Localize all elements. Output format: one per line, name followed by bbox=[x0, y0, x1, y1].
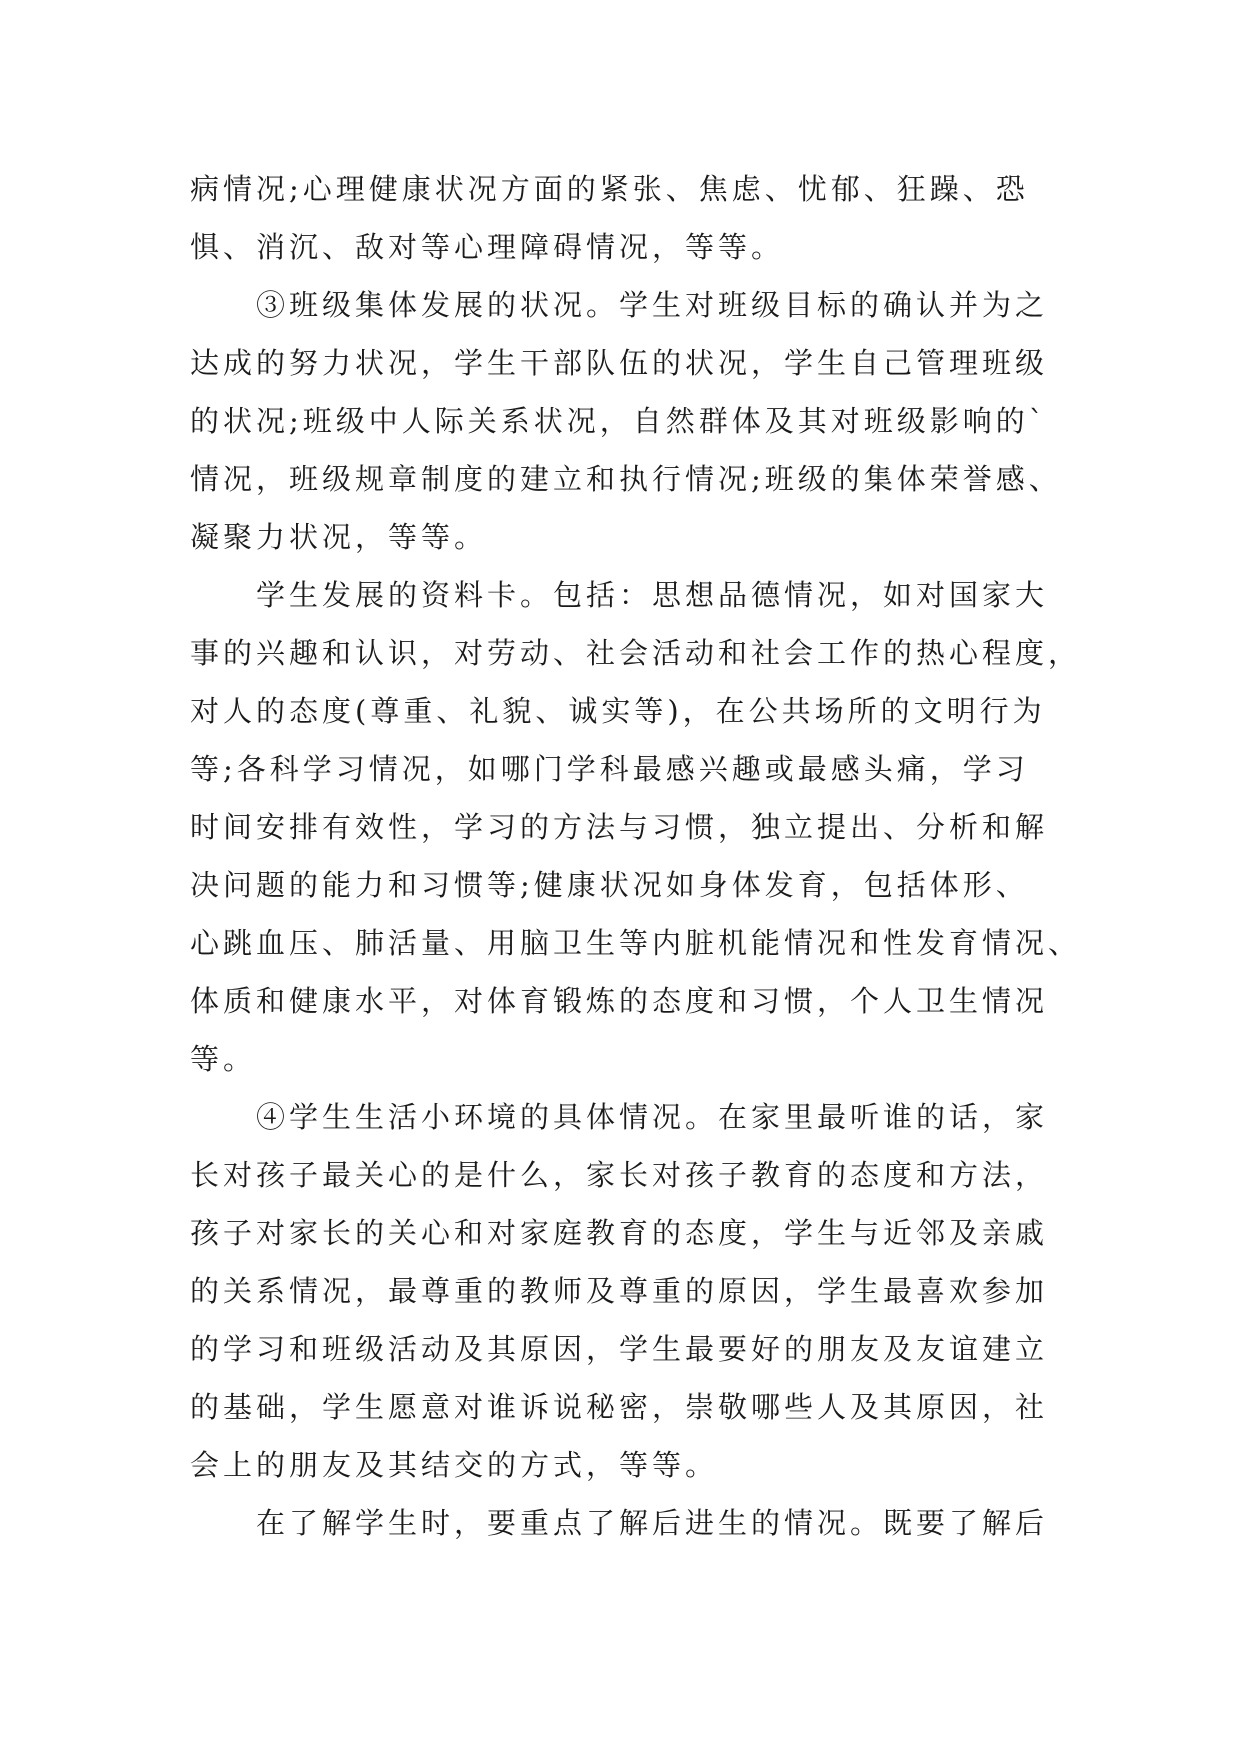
text-line: 的基础，学生愿意对谁诉说秘密，崇敬哪些人及其原因，社 bbox=[190, 1390, 1049, 1424]
body-text bbox=[190, 160, 1082, 1552]
text-line: 学生发展的资料卡。包括：思想品德情况，如对国家大 bbox=[256, 578, 1049, 612]
paragraph bbox=[190, 1494, 1060, 1552]
text-line: 对人的态度(尊重、礼貌、诚实等)，在公共场所的文明行为 bbox=[190, 694, 1046, 728]
text-line: 体质和健康水平，对体育锻炼的态度和习惯，个人卫生情况 bbox=[190, 984, 1049, 1018]
text-line: 会上的朋友及其结交的方式，等等。 bbox=[190, 1448, 719, 1482]
text-line: 决问题的能力和习惯等;健康状况如身体发育，包括体形、 bbox=[190, 868, 1029, 902]
paragraph bbox=[190, 160, 1060, 276]
text-line: 在了解学生时，要重点了解后进生的情况。既要了解后 bbox=[256, 1506, 1049, 1540]
text-line: 情况，班级规章制度的建立和执行情况;班级的集体荣誉感、 bbox=[190, 462, 1062, 496]
text-line: 等;各科学习情况，如哪门学科最感兴趣或最感头痛，学习 bbox=[190, 752, 1029, 786]
text-line: 凝聚力状况，等等。 bbox=[190, 520, 488, 554]
paragraph bbox=[190, 566, 1082, 1088]
text-line: ③班级集体发展的状况。学生对班级目标的确认并为之 bbox=[256, 288, 1049, 322]
text-line: 心跳血压、肺活量、用脑卫生等内脏机能情况和性发育情况、 bbox=[190, 926, 1082, 960]
text-line: 等。 bbox=[190, 1042, 257, 1076]
text-line: ④学生生活小环境的具体情况。在家里最听谁的话，家 bbox=[256, 1100, 1049, 1134]
text-line: 达成的努力状况，学生干部队伍的状况，学生自己管理班级 bbox=[190, 346, 1049, 380]
text-line: 长对孩子最关心的是什么，家长对孩子教育的态度和方法， bbox=[190, 1158, 1049, 1192]
text-line: 孩子对家长的关心和对家庭教育的态度，学生与近邻及亲戚 bbox=[190, 1216, 1049, 1250]
text-line: 惧、消沉、敌对等心理障碍情况，等等。 bbox=[190, 230, 785, 264]
text-line: 事的兴趣和认识，对劳动、社会活动和社会工作的热心程度， bbox=[190, 636, 1082, 670]
paragraph bbox=[190, 276, 1060, 566]
text-line: 的学习和班级活动及其原因，学生最要好的朋友及友谊建立 bbox=[190, 1332, 1049, 1366]
paragraph bbox=[190, 1088, 1060, 1494]
text-line: 时间安排有效性，学习的方法与习惯，独立提出、分析和解 bbox=[190, 810, 1049, 844]
text-line: 病情况;心理健康状况方面的紧张、焦虑、忧郁、狂躁、恐 bbox=[190, 172, 1029, 206]
text-line: 的状况;班级中人际关系状况，自然群体及其对班级影响的` bbox=[190, 404, 1048, 438]
text-line: 的关系情况，最尊重的教师及尊重的原因，学生最喜欢参加 bbox=[190, 1274, 1049, 1308]
